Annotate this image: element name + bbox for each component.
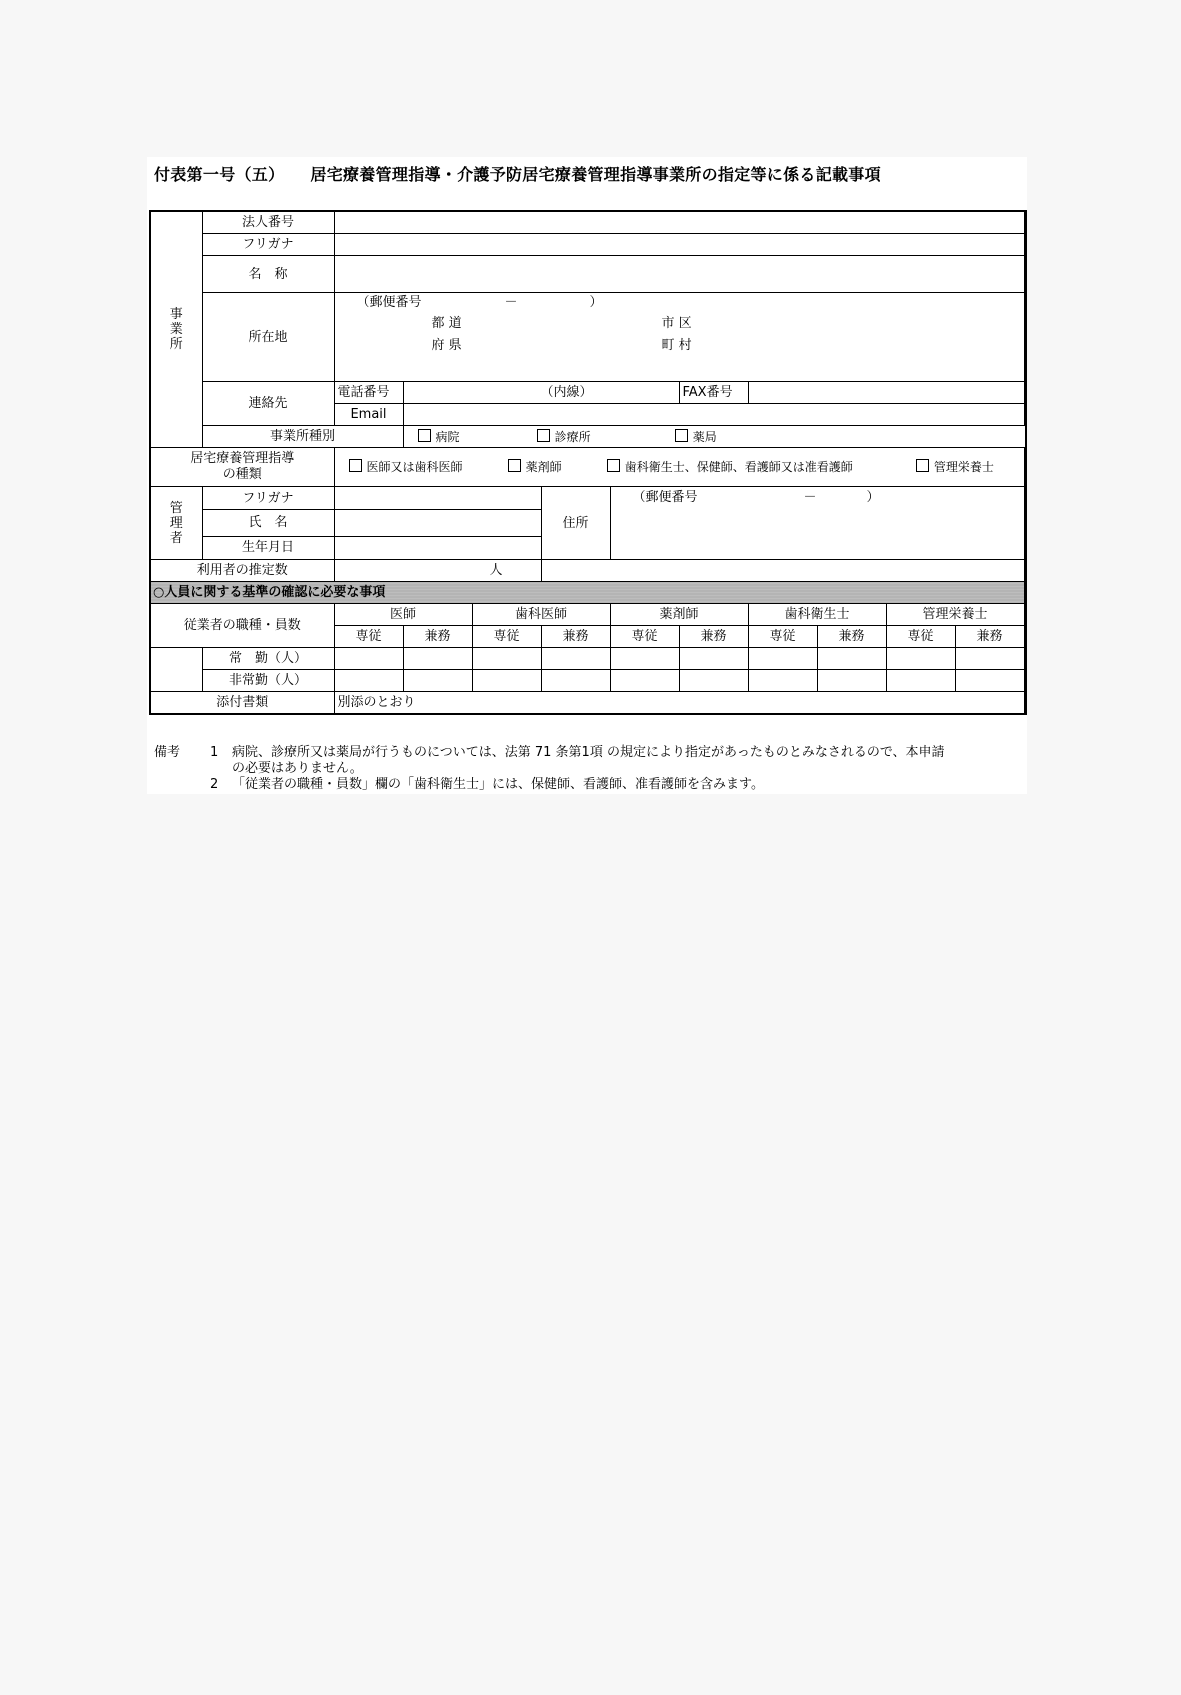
- users-unit: 人: [489, 563, 503, 578]
- manager-dob-field[interactable]: [334, 536, 541, 559]
- attachments-value: 別添のとおり: [334, 692, 1024, 715]
- form-title: [154, 162, 881, 185]
- users-field[interactable]: [334, 560, 541, 582]
- checkbox-icon[interactable]: [607, 459, 620, 472]
- office-address-label: 所在地: [202, 293, 334, 382]
- sub-concurrent: 兼務: [679, 626, 748, 648]
- sub-fulltime: 専従: [610, 626, 679, 648]
- form-number: 付表第一号（五）: [154, 165, 285, 184]
- staff-cell[interactable]: [748, 670, 817, 692]
- fax-label: FAX番号: [679, 382, 748, 404]
- checkbox-icon[interactable]: [349, 459, 362, 472]
- postal-close: ）: [589, 295, 603, 310]
- staff-cell[interactable]: [472, 648, 541, 670]
- manager-furigana-label: フリガナ: [202, 487, 334, 510]
- row-parttime-label: 非常勤（人）: [202, 670, 334, 692]
- staff-cell[interactable]: [679, 648, 748, 670]
- manager-group-label: 管 理 者: [150, 487, 202, 560]
- office-type-label: 事業所種別: [202, 426, 403, 448]
- option-pharmacy[interactable]: 薬局: [675, 429, 717, 445]
- prof-hygienist: 歯科衛生士: [748, 604, 886, 626]
- staff-cell[interactable]: [403, 648, 472, 670]
- sub-fulltime: 専従: [886, 626, 955, 648]
- pref-top: 都 道: [431, 316, 462, 331]
- office-type-options: [403, 426, 1026, 448]
- option-clinic[interactable]: 診療所: [537, 429, 671, 445]
- staff-cell[interactable]: [403, 670, 472, 692]
- corp-no-field[interactable]: [334, 211, 1024, 234]
- staff-blank: [150, 648, 202, 692]
- tel-field[interactable]: [403, 382, 679, 404]
- note-2-number: 2: [210, 777, 219, 792]
- postal-open: （郵便番号: [356, 295, 422, 310]
- office-furigana-field[interactable]: [334, 234, 1024, 256]
- staff-cell[interactable]: [748, 648, 817, 670]
- city-top: 市 区: [661, 316, 692, 331]
- manager-postal-open: （郵便番号: [632, 490, 698, 505]
- note-1-text: 病院、診療所又は薬局が行うものについては、法第 71 条第1項 の規定により指定があったものとみなされるので、本申請: [232, 745, 945, 760]
- form-main-title: 居宅療養管理指導・介護予防居宅療養管理指導事業所の指定等に係る記載事項: [310, 165, 881, 184]
- staff-cell[interactable]: [334, 648, 403, 670]
- option-dietitian[interactable]: 管理栄養士: [916, 459, 994, 475]
- care-type-options: [334, 448, 1024, 487]
- sub-concurrent: 兼務: [817, 626, 886, 648]
- sub-fulltime: 専従: [472, 626, 541, 648]
- checkbox-icon[interactable]: [916, 459, 929, 472]
- option-doctor[interactable]: 医師又は歯科医師: [349, 459, 504, 475]
- note-2-text: 「従業者の職種・員数」欄の「歯科衛生士」には、保健師、看護師、准看護師を含みます。: [232, 777, 764, 792]
- office-furigana-label: フリガナ: [202, 234, 334, 256]
- application-form-table: [149, 210, 1027, 715]
- prof-doctor: 医師: [334, 604, 472, 626]
- staff-cell[interactable]: [886, 648, 955, 670]
- sub-fulltime: 専従: [334, 626, 403, 648]
- staff-cell[interactable]: [955, 670, 1024, 692]
- office-group-label: 事 業 所: [150, 211, 202, 448]
- office-name-field[interactable]: [334, 256, 1024, 293]
- manager-name-field[interactable]: [334, 510, 541, 536]
- manager-postal-close: ）: [866, 490, 880, 505]
- fax-field[interactable]: [748, 382, 1024, 404]
- manager-dob-label: 生年月日: [202, 536, 334, 559]
- sub-concurrent: 兼務: [403, 626, 472, 648]
- note-1-number: 1: [210, 745, 219, 760]
- email-label: Email: [334, 404, 403, 426]
- prof-dietitian: 管理栄養士: [886, 604, 1024, 626]
- notes-label: 備考: [154, 745, 181, 760]
- manager-furigana-field[interactable]: [334, 487, 541, 510]
- option-pharmacist[interactable]: 薬剤師: [508, 459, 603, 475]
- staff-cell[interactable]: [541, 648, 610, 670]
- office-name-label: 名 称: [202, 256, 334, 293]
- note-1-continued: の必要はありません。: [232, 761, 363, 776]
- staff-cell[interactable]: [610, 670, 679, 692]
- manager-name-label: 氏 名: [202, 510, 334, 536]
- pref-bottom: 府 県: [431, 338, 462, 353]
- email-field[interactable]: [403, 404, 1024, 426]
- users-label: 利用者の推定数: [150, 560, 334, 582]
- notes: [154, 745, 1024, 793]
- staff-label: 従業者の職種・員数: [150, 604, 334, 648]
- manager-postal-dash: －: [803, 490, 817, 505]
- office-address-field[interactable]: [334, 293, 1024, 382]
- staff-cell[interactable]: [334, 670, 403, 692]
- staff-cell[interactable]: [886, 670, 955, 692]
- staff-cell[interactable]: [955, 648, 1024, 670]
- attachments-label: 添付書類: [150, 692, 334, 715]
- staff-cell[interactable]: [679, 670, 748, 692]
- users-blank: [541, 560, 1024, 582]
- staff-cell[interactable]: [817, 648, 886, 670]
- option-hospital[interactable]: 病院: [418, 429, 533, 445]
- care-type-label: 居宅療養管理指導 の種類: [150, 448, 334, 487]
- manager-address-label: 住所: [541, 487, 610, 560]
- ext-label: （内線）: [540, 385, 593, 400]
- prof-dentist: 歯科医師: [472, 604, 610, 626]
- staff-cell[interactable]: [817, 670, 886, 692]
- checkbox-icon[interactable]: [508, 459, 521, 472]
- postal-dash: －: [504, 295, 518, 310]
- city-bottom: 町 村: [661, 338, 692, 353]
- staff-cell[interactable]: [541, 670, 610, 692]
- staff-cell[interactable]: [472, 670, 541, 692]
- sub-concurrent: 兼務: [955, 626, 1024, 648]
- contact-label: 連絡先: [202, 382, 334, 426]
- corp-no-label: 法人番号: [202, 211, 334, 234]
- tel-label: 電話番号: [334, 382, 403, 404]
- checkbox-icon[interactable]: [537, 429, 550, 442]
- row-fulltime-label: 常 勤（人）: [202, 648, 334, 670]
- staff-cell[interactable]: [610, 648, 679, 670]
- option-hygienist[interactable]: 歯科衛生士、保健師、看護師又は准看護師: [607, 459, 912, 475]
- checkbox-icon[interactable]: [418, 429, 431, 442]
- sub-concurrent: 兼務: [541, 626, 610, 648]
- manager-address-field[interactable]: [610, 487, 1024, 560]
- sub-fulltime: 専従: [748, 626, 817, 648]
- checkbox-icon[interactable]: [675, 429, 688, 442]
- staff-section-heading: ○人員に関する基準の確認に必要な事項: [150, 582, 1024, 604]
- prof-pharmacist: 薬剤師: [610, 604, 748, 626]
